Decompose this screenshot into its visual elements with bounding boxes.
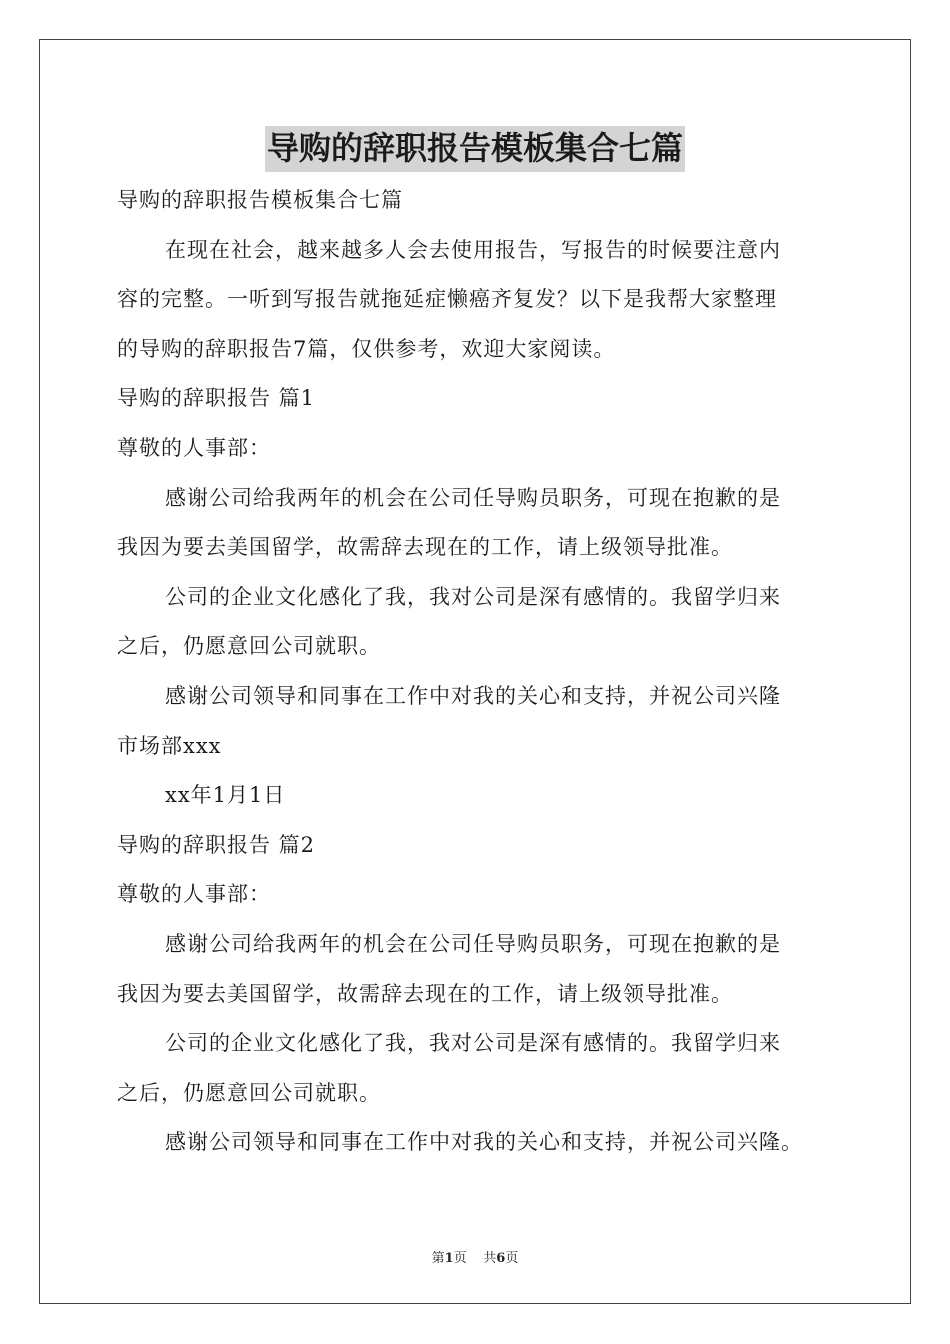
body-line: 我因为要去美国留学，故需辞去现在的工作，请上级领导批准。 bbox=[117, 535, 733, 560]
page-number-total: 6 bbox=[496, 1251, 506, 1266]
body-line: 感谢公司领导和同事在工作中对我的关心和支持，并祝公司兴隆。 bbox=[165, 1130, 803, 1155]
section-heading: 导购的辞职报告 篇1 bbox=[117, 386, 316, 411]
body-line: 公司的企业文化感化了我，我对公司是深有感情的。我留学归来 bbox=[165, 584, 781, 609]
body-line: 容的完整。一听到写报告就拖延症懒癌齐复发？以下是我帮大家整理 bbox=[117, 287, 777, 312]
page-number-suffix: 页 bbox=[453, 1251, 467, 1266]
body-line: 感谢公司领导和同事在工作中对我的关心和支持，并祝公司兴隆 bbox=[165, 683, 781, 708]
body-line: 之后，仍愿意回公司就职。 bbox=[117, 634, 381, 659]
date-line: xx年1月1日 bbox=[165, 783, 286, 808]
signature: 市场部xxx bbox=[117, 733, 222, 758]
section-heading: 导购的辞职报告 篇2 bbox=[117, 832, 316, 857]
page-footer bbox=[0, 1247, 950, 1266]
title-container bbox=[0, 126, 950, 172]
page-number-prefix: 第 bbox=[431, 1251, 445, 1266]
body-line: 感谢公司给我两年的机会在公司任导购员职务，可现在抱歉的是 bbox=[165, 485, 781, 510]
body-line: 之后，仍愿意回公司就职。 bbox=[117, 1080, 381, 1105]
salutation: 尊敬的人事部： bbox=[117, 435, 271, 460]
body-line: 的导购的辞职报告7篇，仅供参考，欢迎大家阅读。 bbox=[117, 336, 616, 361]
page-total-prefix: 共 bbox=[483, 1251, 497, 1266]
document-title: 导购的辞职报告模板集合七篇 bbox=[265, 126, 685, 172]
body-line: 我因为要去美国留学，故需辞去现在的工作，请上级领导批准。 bbox=[117, 981, 733, 1006]
body-line: 感谢公司给我两年的机会在公司任导购员职务，可现在抱歉的是 bbox=[165, 931, 781, 956]
document-body bbox=[117, 176, 837, 1168]
salutation: 尊敬的人事部： bbox=[117, 882, 271, 907]
body-line: 公司的企业文化感化了我，我对公司是深有感情的。我留学归来 bbox=[165, 1031, 781, 1056]
page-total-suffix: 页 bbox=[505, 1251, 519, 1266]
body-line: 在现在社会，越来越多人会去使用报告，写报告的时候要注意内 bbox=[165, 237, 781, 262]
body-line: 导购的辞职报告模板集合七篇 bbox=[117, 188, 403, 212]
page-number-current: 1 bbox=[444, 1251, 454, 1266]
